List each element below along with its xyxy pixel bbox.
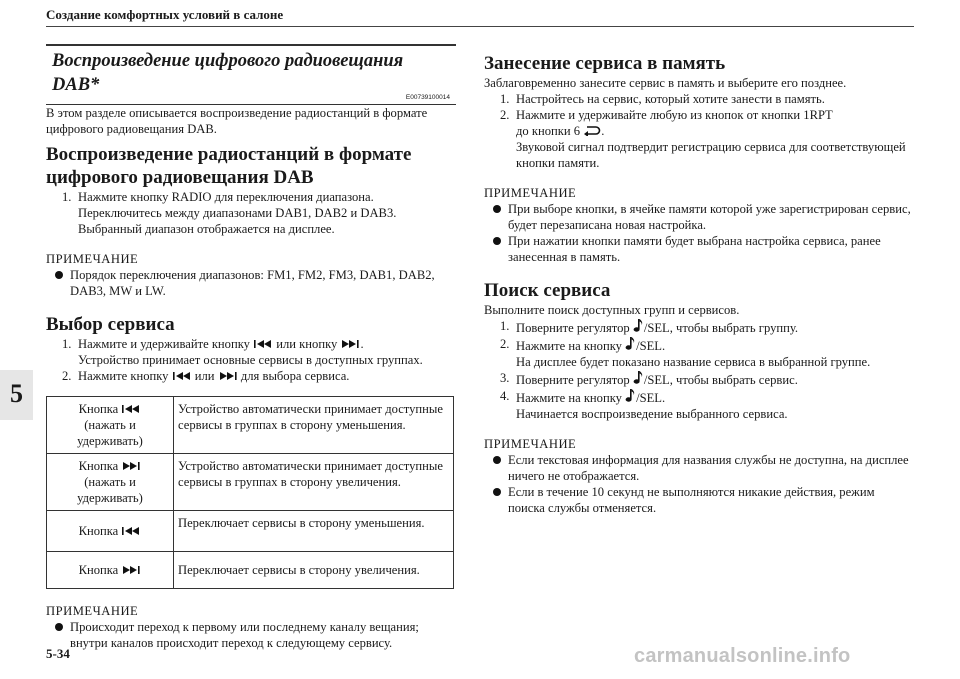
service-table (46, 396, 454, 589)
table-value-cell: Переключает сервисы в сторону уменьшения. (174, 511, 454, 552)
step-number: 2. (500, 108, 510, 122)
bullet-icon (55, 623, 63, 631)
note-block (46, 251, 456, 299)
list-item (484, 318, 914, 336)
step-number: 1. (500, 92, 510, 106)
key-sub: (нажать и удерживать) (77, 475, 143, 505)
key-sub: (нажать и удерживать) (77, 418, 143, 448)
step-text: /SEL, чтобы выбрать сервис. (643, 373, 798, 387)
heading-service-search: Поиск сервиса (484, 280, 611, 301)
heading-service-select: Выбор сервиса (46, 314, 175, 335)
skip-back-icon (253, 339, 273, 349)
step-text: /SEL. (636, 339, 666, 353)
table-row (47, 552, 454, 589)
list-item (484, 370, 914, 388)
skip-forward-icon (218, 371, 238, 381)
table-key-cell (47, 552, 174, 589)
section-title: Воспроизведение цифрового радиовещания DAB* (52, 51, 404, 95)
bullet-icon (493, 456, 501, 464)
note-bullet (46, 619, 456, 651)
step-text: Нажмите на кнопку (516, 339, 622, 353)
step-number: 1. (62, 337, 72, 351)
skip-back-icon (121, 404, 141, 414)
note-text: При выборе кнопки, в ячейке памяти которой уже зарегистрирован сервис, будет перезаписана новая настройка. (508, 202, 911, 232)
step-text: /SEL. (636, 391, 666, 405)
table-row (47, 511, 454, 552)
list-item (484, 91, 914, 107)
key-label: Кнопка (78, 459, 119, 473)
list-item (484, 336, 914, 370)
chapter-number: 5 (10, 379, 23, 408)
note-text: Происходит переход к первому или последнему каналу вещания; внутри каналов происходит переход к следующему сервису. (70, 620, 419, 650)
service-steps (46, 336, 456, 384)
step-text: /SEL, чтобы выбрать группу. (643, 321, 799, 335)
skip-back-icon (121, 526, 141, 536)
list-item (484, 107, 914, 171)
skip-back-icon (172, 371, 192, 381)
heading-store-service: Занесение сервиса в память (484, 53, 726, 74)
key-label: Кнопка (78, 563, 119, 577)
table-value-cell: Устройство автоматически принимает доступные сервисы в группах в сторону уменьшения. (174, 397, 454, 454)
bullet-icon (493, 488, 501, 496)
bullet-icon (493, 237, 501, 245)
step-text: для выбора сервиса. (240, 369, 350, 383)
dab-steps (46, 189, 456, 237)
skip-forward-icon (121, 461, 141, 471)
note-label: ПРИМЕЧАНИЕ (46, 252, 139, 266)
list-item (46, 336, 456, 368)
bullet-icon (493, 205, 501, 213)
step-text: Нажмите кнопку (78, 369, 169, 383)
page-header: Создание комфортных условий в салоне (46, 7, 284, 22)
page-number: 5-34 (46, 646, 70, 661)
music-note-icon (633, 318, 644, 333)
step-text: Нажмите на кнопку (516, 391, 622, 405)
step-number: 4. (500, 389, 510, 403)
note-label: ПРИМЕЧАНИЕ (46, 604, 139, 618)
return-arrow-icon (583, 125, 601, 136)
heading-line-2: цифрового радиовещания DAB (46, 167, 314, 188)
step-text: Устройство принимает основные сервисы в доступных группах. (78, 353, 423, 367)
note-label: ПРИМЕЧАНИЕ (484, 437, 577, 451)
step-text: Нажмите и удерживайте любую из кнопок от кнопки 1RPT (516, 108, 833, 122)
list-item (484, 388, 914, 422)
step-text: или кнопку (276, 337, 338, 351)
note-text: Порядок переключения диапазонов: FM1, FM2, FM3, DAB1, DAB2, DAB3, MW и LW. (70, 268, 435, 298)
step-text: Звуковой сигнал подтвердит регистрацию сервиса для соответствующей кнопки памяти. (516, 140, 906, 170)
header-divider (46, 26, 914, 27)
note-bullet (484, 201, 914, 233)
table-value-cell: Переключает сервисы в сторону увеличения. (174, 552, 454, 589)
step-number: 2. (500, 337, 510, 351)
bullet-icon (55, 271, 63, 279)
step-number: 2. (62, 369, 72, 383)
key-label: Кнопка (78, 524, 119, 538)
step-number: 1. (500, 319, 510, 333)
heading-dab-playback (46, 143, 456, 189)
step-text: . (360, 337, 364, 351)
step-text: Настройтесь на сервис, который хотите занести в память. (516, 92, 825, 106)
table-row (47, 397, 454, 454)
step-number: 3. (500, 371, 510, 385)
intro-text: Заблаговременно занесите сервис в память и выберите его позднее. (484, 76, 847, 90)
music-note-icon (633, 370, 644, 385)
step-text: Нажмите и удерживайте кнопку (78, 337, 250, 351)
note-bullet (46, 267, 456, 299)
table-key-cell (47, 454, 174, 511)
table-value-cell: Устройство автоматически принимает доступные сервисы в группах в сторону увеличения. (174, 454, 454, 511)
step-text: На дисплее будет показано название сервиса в выбранной группе. (516, 355, 871, 369)
list-item (46, 189, 456, 237)
note-block (46, 603, 456, 651)
note-bullet (484, 452, 914, 484)
heading-line-1: Воспроизведение радиостанций в формате (46, 144, 412, 165)
step-text: Поверните регулятор (516, 321, 630, 335)
table-key-cell (47, 397, 174, 454)
music-note-icon (625, 388, 636, 403)
note-block (484, 436, 914, 516)
key-label: Кнопка (78, 402, 119, 416)
step-text: или (194, 369, 215, 383)
note-label: ПРИМЕЧАНИЕ (484, 186, 577, 200)
note-text: При нажатии кнопки памяти будет выбрана настройка сервиса, ранее занесенная в память. (508, 234, 881, 264)
table-key-cell (47, 511, 174, 552)
list-item (46, 368, 456, 384)
step-text: до кнопки 6 (516, 124, 581, 138)
step-number: 1. (62, 190, 72, 204)
step-text: Поверните регулятор (516, 373, 630, 387)
note-block (484, 185, 914, 265)
store-steps (484, 91, 914, 171)
step-text: . (601, 124, 605, 138)
watermark: carmanualsonline.info (634, 645, 851, 667)
note-text: Если текстовая информация для названия службы не доступна, на дисплее ничего не отображается. (508, 453, 909, 483)
note-text: Если в течение 10 секунд не выполняются никакие действия, режим поиска службы отменяется. (508, 485, 875, 515)
music-note-icon (625, 336, 636, 351)
skip-forward-icon (121, 565, 141, 575)
intro-text: Выполните поиск доступных групп и сервисов. (484, 303, 740, 317)
section-code: E00739100014 (405, 94, 450, 101)
note-bullet (484, 484, 914, 516)
section-title-box (46, 44, 456, 105)
step-text: Начинается воспроизведение выбранного сервиса. (516, 407, 788, 421)
search-steps (484, 318, 914, 422)
note-bullet (484, 233, 914, 265)
table-row (47, 454, 454, 511)
step-text: Нажмите кнопку RADIO для переключения диапазона. Переключитесь между диапазонами DAB1, DAB2 и DAB3. Выбранный диапазон отображается на дисплее. (78, 190, 397, 236)
skip-forward-icon (340, 339, 360, 349)
intro-text: В этом разделе описывается воспроизведение радиостанций в формате цифрового радиовещания DAB. (46, 106, 428, 136)
right-column (484, 52, 914, 516)
left-column (46, 44, 456, 651)
